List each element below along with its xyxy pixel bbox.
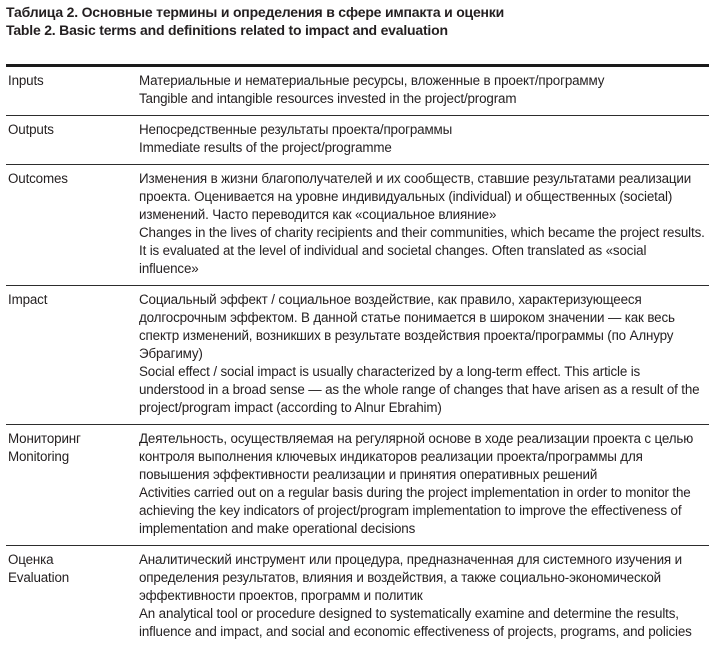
definition-text-ru: Непосредственные результаты проекта/программы (139, 122, 453, 137)
definition-text-ru: Изменения в жизни благополучателей и их сообществ, ставшие результатами реализации проекта. Оценивается на уровне индивидуальных (individual) и общественных (societal) изменений. Часто переводится как «социальное влияние» (139, 171, 692, 222)
definition-cell (139, 551, 709, 641)
definition-text-ru: Материальные и нематериальные ресурсы, вложенные в проект/программу (139, 73, 605, 88)
definition-text-en: Activities carried out on a regular basis during the project implementation in order to monitor the achieving the key indicators of project/program implementation to improve the effectiveness of implementation and make operational decisions (139, 485, 691, 536)
table-caption-ru: Таблица 2. Основные термины и определения в сфере импакта и оценки (6, 4, 505, 20)
definition-text-ru: Деятельность, осуществляемая на регулярной основе в ходе реализации проекта с целью контроля выполнения ключевых индикаторов реализации проекта/программы для повышения эффективности реализации и принятия оперативных решений (139, 431, 694, 482)
table-row (6, 285, 709, 424)
term-line: Inputs (8, 73, 44, 88)
definition-text-en: An analytical tool or procedure designed to systematically examine and determine the results, influence and impact, and social and economic effectiveness of projects, programs, and policies (139, 606, 692, 639)
table-row (6, 545, 709, 648)
definition-cell (139, 170, 709, 278)
term-cell (6, 551, 139, 641)
term-line: Impact (8, 292, 48, 307)
definition-text-ru: Социальный эффект / социальное воздействие, как правило, характеризующееся долгосрочным эффектом. В данной статье понимается в широком значении — как весь спектр изменений, возникших в результате воздействия проекта/программы (по Алнуру Эбрагиму) (139, 292, 675, 361)
term-cell (6, 170, 139, 278)
table-row (6, 67, 709, 115)
term-line: Мониторинг (8, 431, 81, 446)
term-line: Monitoring (8, 449, 70, 464)
definition-text-en: Tangible and intangible resources invested in the project/program (139, 91, 517, 106)
definition-text-en: Changes in the lives of charity recipients and their communities, which became the project results. It is evaluated at the level of individual and societal changes. Often translated as «social influence» (139, 225, 705, 276)
term-line: Evaluation (8, 570, 70, 585)
definition-cell (139, 121, 709, 157)
table-row (6, 424, 709, 545)
term-cell (6, 430, 139, 538)
definition-cell (139, 291, 709, 417)
term-cell (6, 291, 139, 417)
terms-table (6, 64, 709, 648)
definition-text-en: Immediate results of the project/programme (139, 140, 392, 155)
table-row (6, 164, 709, 285)
definition-cell (139, 430, 709, 538)
term-cell (6, 72, 139, 108)
table-caption-en: Table 2. Basic terms and definitions related to impact and evaluation (6, 21, 448, 38)
term-line: Оценка (8, 552, 54, 567)
term-cell (6, 121, 139, 157)
definition-text-ru: Аналитический инструмент или процедура, предназначенная для системного изучения и определения результатов, влияния и воздействия, а также социально-экономической эффективности проектов, программ и политик (139, 552, 682, 603)
definition-cell (139, 72, 709, 108)
term-line: Outcomes (8, 171, 68, 186)
term-line: Outputs (8, 122, 54, 137)
definition-text-en: Social effect / social impact is usually characterized by a long-term effect. This article is understood in a broad sense — as the whole range of changes that have arisen as a result of the project/program impact (according to Alnur Ebrahim) (139, 364, 700, 415)
table-caption (6, 4, 709, 39)
table-row (6, 115, 709, 164)
